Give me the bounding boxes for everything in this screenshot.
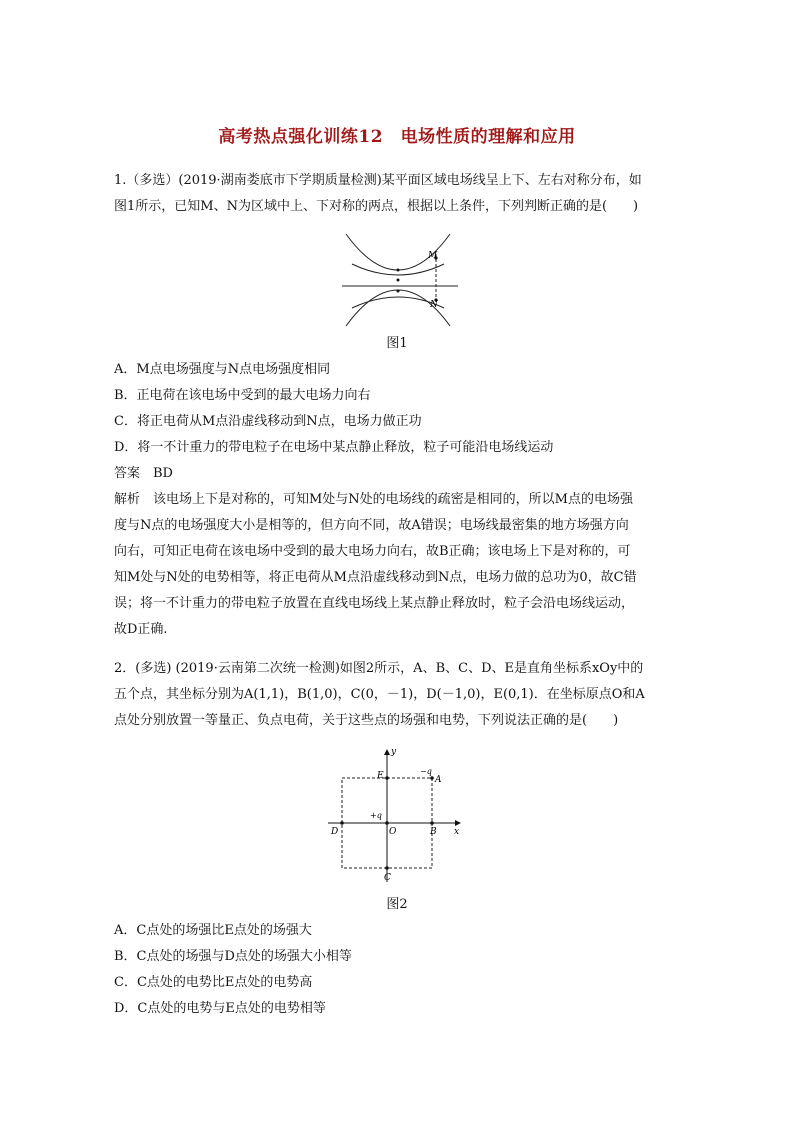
q1-analysis-line: 知M处与N处的电势相等，将正电荷从M点沿虚线移动到N点，电场力做的总功为0，故C错: [114, 570, 637, 585]
point-o: [385, 821, 389, 825]
q1-stem-line: 图1所示，已知M、N为区域中上、下对称的两点，根据以上条件，下列判断正确的是( ): [114, 199, 639, 214]
figure-2-coordinate-system: [320, 744, 470, 886]
q2-option-b: B．C点处的场强与D点处的场强大小相等: [114, 949, 352, 964]
label-n: N: [430, 300, 438, 310]
label-a: A: [435, 775, 442, 785]
q1-option-b: B．正电荷在该电场中受到的最大电场力向右: [114, 388, 371, 403]
point-e: [385, 776, 389, 780]
q2-option-a: A．C点处的场强比E点处的场强大: [114, 923, 312, 938]
label-y: y: [391, 747, 397, 757]
figure-2-caption: 图2: [386, 897, 408, 912]
label-x: x: [454, 827, 460, 837]
q2-option-c: C．C点处的电势比E点处的电势高: [114, 975, 313, 990]
q1-option-d: D．将一不计重力的带电粒子在电场中某点静止释放，粒子可能沿电场线运动: [114, 440, 554, 455]
label-c: C: [384, 873, 391, 883]
label-m: M: [428, 251, 438, 261]
q1-analysis-line: 解析 该电场上下是对称的，可知M处与N处的电场线的疏密是相同的，所以M点的电场强: [114, 492, 633, 507]
q1-stem: [114, 168, 684, 220]
label-d: D: [331, 827, 339, 837]
label-neg-q: −q: [420, 767, 432, 776]
q1-body: [114, 357, 684, 643]
label-pos-q: +q: [370, 811, 382, 820]
q1-analysis-line: 向右，可知正电荷在该电场中受到的最大电场力向右，故B正确；该电场上下是对称的，可: [114, 544, 631, 559]
q1-option-a: A．M点电场强度与N点电场强度相同: [114, 362, 331, 377]
label-e: E: [377, 771, 384, 781]
point-a: [430, 776, 434, 780]
page-title: 高考热点强化训练12 电场性质的理解和应用: [218, 127, 576, 147]
label-b: B: [430, 827, 437, 837]
q1-stem-line: 1.（多选）(2019·湖南娄底市下学期质量检测)某平面区域电场线呈上下、左右对称分布，如: [114, 173, 642, 188]
q2-stem-line: 五个点，其坐标分别为A(1,1)，B(1,0)，C(0，－1)，D(－1,0)，E(0,1)．在坐标原点O和A: [114, 687, 645, 702]
point-b: [430, 821, 434, 825]
q1-analysis-line: 误；将一不计重力的带电粒子放置在直线电场线上某点静止释放时，粒子会沿电场线运动，: [114, 596, 635, 611]
q2-stem-line: 点处分别放置一等量正、负点电荷，关于这些点的场强和电势，下列说法正确的是( ): [114, 713, 619, 728]
dot-upper: [397, 269, 400, 272]
q1-analysis-line: 故D正确.: [114, 622, 168, 637]
q1-option-c: C．将正电荷从M点沿虚线移动到N点，电场力做正功: [114, 414, 422, 429]
q2-options: [114, 918, 684, 1022]
q1-answer: 答案 BD: [114, 466, 173, 481]
point-d: [340, 821, 344, 825]
label-o: O: [389, 827, 397, 837]
figure-1-caption: 图1: [386, 336, 408, 351]
dot-center: [397, 279, 400, 282]
point-c: [385, 866, 389, 870]
figure-1-field-lines: [340, 228, 460, 330]
q2-option-d: D．C点处的电势与E点处的电势相等: [114, 1001, 326, 1016]
q2-stem-line: 2．(多选) (2019·云南第二次统一检测)如图2所示，A、B、C、D、E是直角坐标系xOy中的: [114, 661, 644, 676]
q2-stem: [114, 656, 684, 734]
q1-analysis-line: 度与N点的电场强度大小是相等的，但方向不同，故A错误；电场线最密集的地方场强方向: [114, 518, 629, 533]
dot-lower: [397, 290, 400, 293]
